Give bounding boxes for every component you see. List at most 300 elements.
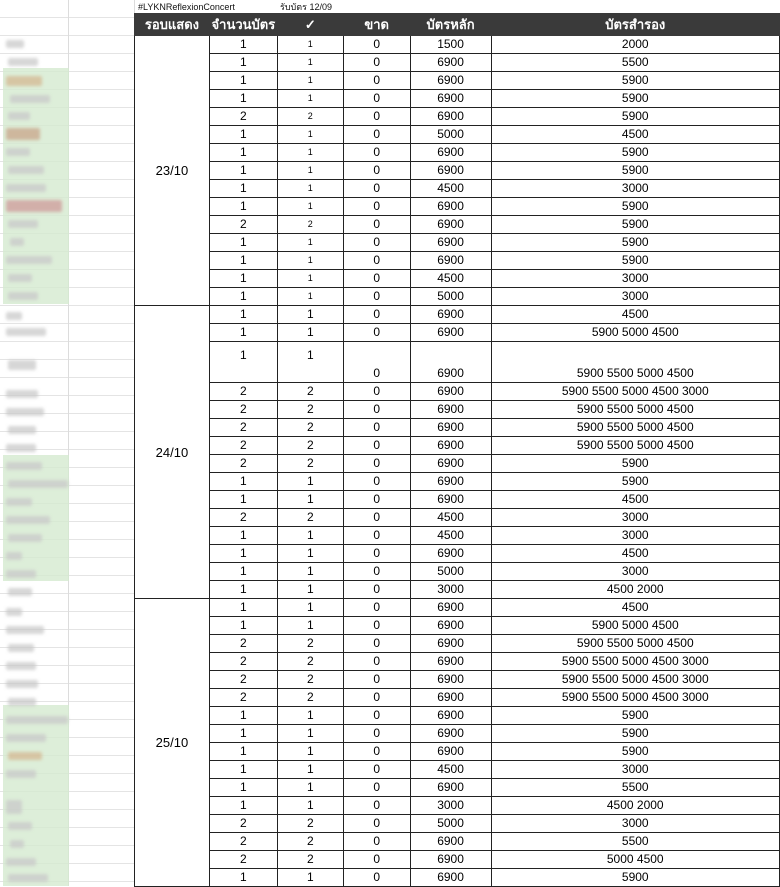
ticket-count-cell[interactable]: 1	[209, 36, 277, 54]
check-cell[interactable]: 1	[277, 797, 343, 815]
ticket-count-cell[interactable]: 1	[209, 617, 277, 635]
backup-ticket-cell[interactable]: 3000	[491, 288, 780, 306]
table-row	[135, 162, 780, 180]
check-cell[interactable]: 2	[277, 437, 343, 455]
redacted-cell	[6, 552, 22, 560]
ticket-count-cell[interactable]: 1	[209, 234, 277, 252]
missing-cell[interactable]: 0	[343, 198, 410, 216]
table-row	[135, 342, 780, 383]
check-cell[interactable]: 1	[277, 491, 343, 509]
ticket-count-cell[interactable]: 1	[209, 270, 277, 288]
check-cell[interactable]: 2	[277, 653, 343, 671]
ticket-count-cell[interactable]: 1	[209, 288, 277, 306]
main-ticket-cell[interactable]: 6900	[410, 635, 491, 653]
check-cell[interactable]: 1	[277, 617, 343, 635]
check-cell[interactable]: 1	[277, 72, 343, 90]
ticket-count-cell[interactable]: 2	[209, 689, 277, 707]
ticket-count-cell[interactable]: 1	[209, 252, 277, 270]
table-row	[135, 491, 780, 509]
backup-ticket-cell[interactable]: 5900	[491, 869, 780, 887]
backup-ticket-cell[interactable]: 3000	[491, 563, 780, 581]
main-ticket-cell[interactable]: 6900	[410, 437, 491, 455]
ticket-count-cell[interactable]: 2	[209, 455, 277, 473]
main-ticket-cell[interactable]: 5000	[410, 563, 491, 581]
missing-cell[interactable]: 0	[343, 72, 410, 90]
check-cell[interactable]: 1	[277, 473, 343, 491]
check-cell[interactable]: 1	[277, 545, 343, 563]
backup-ticket-cell[interactable]: 4500	[491, 306, 780, 324]
backup-ticket-cell[interactable]: 5900 5500 5000 4500	[491, 419, 780, 437]
ticket-count-cell[interactable]: 1	[209, 180, 277, 198]
ticket-count-cell[interactable]: 2	[209, 437, 277, 455]
main-ticket-cell[interactable]: 6900	[410, 689, 491, 707]
redacted-cell	[6, 498, 32, 506]
missing-cell[interactable]: 0	[343, 455, 410, 473]
main-ticket-cell[interactable]: 6900	[410, 306, 491, 324]
table-row	[135, 144, 780, 162]
ticket-count-cell[interactable]: 2	[209, 815, 277, 833]
check-cell[interactable]: 1	[277, 342, 343, 383]
backup-ticket-cell[interactable]: 5900	[491, 216, 780, 234]
missing-cell[interactable]: 0	[343, 509, 410, 527]
show-round-cell[interactable]: 23/10	[135, 36, 210, 306]
main-ticket-cell[interactable]: 4500	[410, 270, 491, 288]
backup-ticket-cell[interactable]: 5900	[491, 198, 780, 216]
ticket-table	[134, 13, 780, 887]
redacted-cell	[6, 662, 36, 670]
main-ticket-cell[interactable]: 6900	[410, 455, 491, 473]
main-ticket-cell[interactable]: 6900	[410, 491, 491, 509]
check-cell[interactable]: 1	[277, 581, 343, 599]
main-ticket-cell[interactable]: 1500	[410, 36, 491, 54]
check-cell[interactable]: 1	[277, 725, 343, 743]
ticket-count-cell[interactable]: 1	[209, 126, 277, 144]
backup-ticket-cell[interactable]: 5900	[491, 90, 780, 108]
main-ticket-cell[interactable]: 5000	[410, 126, 491, 144]
redacted-cell	[6, 408, 44, 416]
backup-ticket-cell[interactable]: 3000	[491, 815, 780, 833]
missing-cell[interactable]: 0	[343, 869, 410, 887]
check-cell[interactable]: 2	[277, 419, 343, 437]
table-body	[135, 36, 780, 887]
check-cell[interactable]: 2	[277, 383, 343, 401]
missing-cell[interactable]: 0	[343, 617, 410, 635]
missing-cell[interactable]: 0	[343, 563, 410, 581]
redacted-cell	[6, 40, 24, 48]
header-missing[interactable]: ขาด	[343, 14, 410, 36]
check-cell[interactable]: 1	[277, 90, 343, 108]
missing-cell[interactable]: 0	[343, 216, 410, 234]
table-row	[135, 563, 780, 581]
table-row	[135, 707, 780, 725]
redacted-cell	[6, 148, 30, 156]
missing-cell[interactable]: 0	[343, 527, 410, 545]
ticket-count-cell[interactable]: 1	[209, 869, 277, 887]
table-row	[135, 252, 780, 270]
missing-cell[interactable]: 0	[343, 288, 410, 306]
ticket-count-cell[interactable]: 1	[209, 599, 277, 617]
check-cell[interactable]: 1	[277, 270, 343, 288]
check-cell[interactable]: 2	[277, 851, 343, 869]
header-show-round[interactable]: รอบแสดง	[135, 14, 210, 36]
backup-ticket-cell[interactable]: 5900	[491, 144, 780, 162]
main-ticket-cell[interactable]: 6900	[410, 252, 491, 270]
main-ticket-cell[interactable]: 6900	[410, 342, 491, 383]
backup-ticket-cell[interactable]: 5500	[491, 833, 780, 851]
missing-cell[interactable]: 0	[343, 108, 410, 126]
missing-cell[interactable]: 0	[343, 689, 410, 707]
missing-cell[interactable]: 0	[343, 180, 410, 198]
ticket-count-cell[interactable]: 2	[209, 851, 277, 869]
show-round-cell[interactable]: 25/10	[135, 599, 210, 887]
missing-cell[interactable]: 0	[343, 491, 410, 509]
backup-ticket-cell[interactable]: 5900	[491, 743, 780, 761]
ticket-count-cell[interactable]: 2	[209, 401, 277, 419]
ticket-count-cell[interactable]: 2	[209, 216, 277, 234]
backup-ticket-cell[interactable]: 5900 5000 4500	[491, 324, 780, 342]
main-ticket-cell[interactable]: 6900	[410, 144, 491, 162]
backup-ticket-cell[interactable]: 4500	[491, 545, 780, 563]
main-ticket-cell[interactable]: 6900	[410, 869, 491, 887]
ticket-count-cell[interactable]: 1	[209, 779, 277, 797]
redacted-cell	[8, 822, 32, 830]
check-cell[interactable]: 2	[277, 671, 343, 689]
main-ticket-cell[interactable]: 6900	[410, 833, 491, 851]
backup-ticket-cell[interactable]: 3000	[491, 270, 780, 288]
table-row	[135, 689, 780, 707]
table-row	[135, 126, 780, 144]
table-row	[135, 234, 780, 252]
header-backup-ticket[interactable]: บัตรสำรอง	[491, 14, 780, 36]
table-row	[135, 36, 780, 54]
table-row	[135, 815, 780, 833]
backup-ticket-cell[interactable]: 4500	[491, 126, 780, 144]
main-ticket-cell[interactable]: 6900	[410, 725, 491, 743]
table-row	[135, 180, 780, 198]
ticket-count-cell[interactable]: 1	[209, 306, 277, 324]
missing-cell[interactable]: 0	[343, 401, 410, 419]
backup-ticket-cell[interactable]: 5900	[491, 108, 780, 126]
main-ticket-cell[interactable]: 4500	[410, 527, 491, 545]
check-cell[interactable]: 1	[277, 252, 343, 270]
table-row	[135, 324, 780, 342]
backup-ticket-cell[interactable]: 4500 2000	[491, 797, 780, 815]
ticket-count-cell[interactable]: 2	[209, 671, 277, 689]
backup-ticket-cell[interactable]: 3000	[491, 761, 780, 779]
main-ticket-cell[interactable]: 6900	[410, 162, 491, 180]
redacted-cell	[8, 534, 42, 542]
main-ticket-cell[interactable]: 6900	[410, 216, 491, 234]
ticket-count-cell[interactable]: 1	[209, 324, 277, 342]
ticket-count-cell[interactable]: 1	[209, 491, 277, 509]
backup-ticket-cell[interactable]: 5900 5500 5000 4500	[491, 437, 780, 455]
ticket-count-cell[interactable]: 1	[209, 54, 277, 72]
ticket-count-cell[interactable]: 1	[209, 473, 277, 491]
table-row	[135, 869, 780, 887]
check-cell[interactable]: 1	[277, 144, 343, 162]
missing-cell[interactable]: 0	[343, 144, 410, 162]
redacted-cell	[6, 128, 40, 140]
main-ticket-cell[interactable]: 6900	[410, 473, 491, 491]
ticket-count-cell[interactable]: 1	[209, 72, 277, 90]
backup-ticket-cell[interactable]: 2000	[491, 36, 780, 54]
check-cell[interactable]: 1	[277, 599, 343, 617]
ticket-count-cell[interactable]: 2	[209, 833, 277, 851]
missing-cell[interactable]: 0	[343, 473, 410, 491]
main-ticket-cell[interactable]: 6900	[410, 234, 491, 252]
header-main-ticket[interactable]: บัตรหลัก	[410, 14, 491, 36]
main-ticket-cell[interactable]: 6900	[410, 90, 491, 108]
missing-cell[interactable]: 0	[343, 833, 410, 851]
check-cell[interactable]: 1	[277, 306, 343, 324]
ticket-count-cell[interactable]: 2	[209, 653, 277, 671]
backup-ticket-cell[interactable]: 5900 5500 5000 4500 3000	[491, 653, 780, 671]
redacted-cell	[8, 480, 68, 488]
table-row	[135, 581, 780, 599]
backup-ticket-cell[interactable]: 5000 4500	[491, 851, 780, 869]
table-row	[135, 635, 780, 653]
check-cell[interactable]: 2	[277, 401, 343, 419]
redacted-cell	[6, 200, 62, 212]
table-row	[135, 383, 780, 401]
redacted-cell	[6, 858, 36, 866]
ticket-count-cell[interactable]: 1	[209, 743, 277, 761]
main-ticket-cell[interactable]: 6900	[410, 671, 491, 689]
backup-ticket-cell[interactable]: 5900	[491, 725, 780, 743]
check-cell[interactable]: 2	[277, 216, 343, 234]
header-checkmark[interactable]: ✓	[277, 14, 343, 36]
redacted-cell	[8, 166, 44, 174]
missing-cell[interactable]: 0	[343, 851, 410, 869]
table-row	[135, 401, 780, 419]
backup-ticket-cell[interactable]: 5900 5500 5000 4500 3000	[491, 383, 780, 401]
main-ticket-cell[interactable]: 5000	[410, 288, 491, 306]
redacted-cell	[6, 626, 44, 634]
check-cell[interactable]: 1	[277, 36, 343, 54]
table-row	[135, 108, 780, 126]
missing-cell[interactable]: 0	[343, 419, 410, 437]
table-row	[135, 72, 780, 90]
ticket-count-cell[interactable]: 2	[209, 419, 277, 437]
check-cell[interactable]: 1	[277, 288, 343, 306]
backup-ticket-cell[interactable]: 5900	[491, 707, 780, 725]
table-row	[135, 306, 780, 324]
main-ticket-cell[interactable]: 3000	[410, 581, 491, 599]
table-row	[135, 198, 780, 216]
redacted-cell	[6, 256, 52, 264]
ticket-count-cell[interactable]: 1	[209, 90, 277, 108]
missing-cell[interactable]: 0	[343, 252, 410, 270]
ticket-count-cell[interactable]: 1	[209, 797, 277, 815]
table-row	[135, 270, 780, 288]
check-cell[interactable]: 1	[277, 707, 343, 725]
backup-ticket-cell[interactable]: 3000	[491, 180, 780, 198]
redacted-cell	[6, 444, 36, 452]
backup-ticket-cell[interactable]: 4500 2000	[491, 581, 780, 599]
main-ticket-cell[interactable]: 6900	[410, 198, 491, 216]
missing-cell[interactable]: 0	[343, 324, 410, 342]
check-cell[interactable]: 1	[277, 527, 343, 545]
redacted-cell	[6, 390, 38, 398]
main-ticket-cell[interactable]: 6900	[410, 707, 491, 725]
main-ticket-cell[interactable]: 6900	[410, 779, 491, 797]
missing-cell[interactable]: 0	[343, 342, 410, 383]
check-cell[interactable]: 1	[277, 324, 343, 342]
redacted-cell	[6, 184, 46, 192]
backup-ticket-cell[interactable]: 5900 5500 5000 4500	[491, 342, 780, 383]
main-ticket-cell[interactable]: 5000	[410, 815, 491, 833]
main-ticket-cell[interactable]: 3000	[410, 797, 491, 815]
ticket-count-cell[interactable]: 1	[209, 198, 277, 216]
missing-cell[interactable]: 0	[343, 234, 410, 252]
ticket-count-cell[interactable]: 2	[209, 635, 277, 653]
backup-ticket-cell[interactable]: 3000	[491, 509, 780, 527]
backup-ticket-cell[interactable]: 5900	[491, 473, 780, 491]
backup-ticket-cell[interactable]: 4500	[491, 491, 780, 509]
backup-ticket-cell[interactable]: 5900 5500 5000 4500 3000	[491, 671, 780, 689]
show-round-cell[interactable]: 24/10	[135, 306, 210, 599]
redacted-cell	[6, 570, 36, 578]
check-cell[interactable]: 1	[277, 162, 343, 180]
main-ticket-cell[interactable]: 6900	[410, 545, 491, 563]
ticket-count-cell[interactable]: 1	[209, 545, 277, 563]
main-ticket-cell[interactable]: 6900	[410, 108, 491, 126]
check-cell[interactable]: 2	[277, 635, 343, 653]
check-cell[interactable]: 1	[277, 180, 343, 198]
backup-ticket-cell[interactable]: 5900 5500 5000 4500 3000	[491, 689, 780, 707]
missing-cell[interactable]: 0	[343, 797, 410, 815]
ticket-count-cell[interactable]: 1	[209, 342, 277, 383]
missing-cell[interactable]: 0	[343, 725, 410, 743]
missing-cell[interactable]: 0	[343, 90, 410, 108]
missing-cell[interactable]: 0	[343, 54, 410, 72]
ticket-count-cell[interactable]: 1	[209, 707, 277, 725]
missing-cell[interactable]: 0	[343, 815, 410, 833]
check-cell[interactable]: 2	[277, 509, 343, 527]
main-ticket-cell[interactable]: 6900	[410, 653, 491, 671]
backup-ticket-cell[interactable]: 5900	[491, 252, 780, 270]
main-ticket-cell[interactable]: 6900	[410, 72, 491, 90]
check-cell[interactable]: 1	[277, 126, 343, 144]
check-cell[interactable]: 2	[277, 833, 343, 851]
missing-cell[interactable]: 0	[343, 383, 410, 401]
table-row	[135, 761, 780, 779]
backup-ticket-cell[interactable]: 5900 5500 5000 4500	[491, 635, 780, 653]
check-cell[interactable]: 1	[277, 869, 343, 887]
backup-ticket-cell[interactable]: 5900	[491, 72, 780, 90]
missing-cell[interactable]: 0	[343, 779, 410, 797]
redacted-cell	[6, 608, 22, 616]
missing-cell[interactable]: 0	[343, 653, 410, 671]
redacted-cell	[6, 516, 50, 524]
ticket-count-cell[interactable]: 1	[209, 563, 277, 581]
missing-cell[interactable]: 0	[343, 581, 410, 599]
ticket-count-cell[interactable]: 1	[209, 581, 277, 599]
missing-cell[interactable]: 0	[343, 635, 410, 653]
redacted-cell	[6, 76, 42, 86]
ticket-count-cell[interactable]: 1	[209, 761, 277, 779]
main-ticket-cell[interactable]: 6900	[410, 419, 491, 437]
redacted-cell	[6, 716, 68, 724]
main-ticket-cell[interactable]: 6900	[410, 851, 491, 869]
main-ticket-cell[interactable]: 6900	[410, 617, 491, 635]
hashtag-note: #LYKNReflexionConcert	[138, 2, 235, 12]
backup-ticket-cell[interactable]: 3000	[491, 527, 780, 545]
redacted-cell	[6, 800, 22, 814]
backup-ticket-cell[interactable]: 5900	[491, 162, 780, 180]
check-cell[interactable]: 1	[277, 779, 343, 797]
redacted-cell	[8, 644, 34, 652]
table-row	[135, 653, 780, 671]
backup-ticket-cell[interactable]: 5900	[491, 234, 780, 252]
ticket-count-cell[interactable]: 1	[209, 144, 277, 162]
check-cell[interactable]: 2	[277, 689, 343, 707]
backup-ticket-cell[interactable]: 5500	[491, 54, 780, 72]
redacted-cell	[8, 698, 36, 706]
backup-ticket-cell[interactable]: 5500	[491, 779, 780, 797]
check-cell[interactable]: 1	[277, 743, 343, 761]
backup-ticket-cell[interactable]: 5900 5000 4500	[491, 617, 780, 635]
missing-cell[interactable]: 0	[343, 599, 410, 617]
ticket-count-cell[interactable]: 2	[209, 108, 277, 126]
missing-cell[interactable]: 0	[343, 707, 410, 725]
missing-cell[interactable]: 0	[343, 162, 410, 180]
check-cell[interactable]: 1	[277, 234, 343, 252]
receive-date-note: รับบัตร 12/09	[280, 2, 332, 12]
missing-cell[interactable]: 0	[343, 36, 410, 54]
missing-cell[interactable]: 0	[343, 126, 410, 144]
main-ticket-cell[interactable]: 4500	[410, 509, 491, 527]
missing-cell[interactable]: 0	[343, 761, 410, 779]
table-row	[135, 833, 780, 851]
backup-ticket-cell[interactable]: 4500	[491, 599, 780, 617]
check-cell[interactable]: 2	[277, 108, 343, 126]
main-ticket-cell[interactable]: 6900	[410, 599, 491, 617]
check-cell[interactable]: 1	[277, 54, 343, 72]
table-row	[135, 455, 780, 473]
missing-cell[interactable]: 0	[343, 437, 410, 455]
ticket-count-cell[interactable]: 1	[209, 725, 277, 743]
backup-ticket-cell[interactable]: 5900 5500 5000 4500	[491, 401, 780, 419]
main-ticket-cell[interactable]: 4500	[410, 761, 491, 779]
ticket-count-cell[interactable]: 2	[209, 383, 277, 401]
missing-cell[interactable]: 0	[343, 743, 410, 761]
main-ticket-cell[interactable]: 6900	[410, 743, 491, 761]
main-ticket-cell[interactable]: 6900	[410, 383, 491, 401]
redacted-cell	[6, 312, 22, 320]
backup-ticket-cell[interactable]: 5900	[491, 455, 780, 473]
missing-cell[interactable]: 0	[343, 270, 410, 288]
main-ticket-cell[interactable]: 6900	[410, 324, 491, 342]
main-ticket-cell[interactable]: 6900	[410, 54, 491, 72]
check-cell[interactable]: 2	[277, 815, 343, 833]
ticket-count-cell[interactable]: 1	[209, 162, 277, 180]
check-cell[interactable]: 1	[277, 198, 343, 216]
ticket-count-cell[interactable]: 2	[209, 509, 277, 527]
header-ticket-count[interactable]: จำนวนบัตร	[209, 14, 277, 36]
missing-cell[interactable]: 0	[343, 306, 410, 324]
table-row	[135, 527, 780, 545]
check-cell[interactable]: 1	[277, 563, 343, 581]
check-cell[interactable]: 1	[277, 761, 343, 779]
table-row	[135, 90, 780, 108]
main-ticket-cell[interactable]: 6900	[410, 401, 491, 419]
check-cell[interactable]: 2	[277, 455, 343, 473]
missing-cell[interactable]: 0	[343, 545, 410, 563]
main-ticket-cell[interactable]: 4500	[410, 180, 491, 198]
ticket-count-cell[interactable]: 1	[209, 527, 277, 545]
missing-cell[interactable]: 0	[343, 671, 410, 689]
